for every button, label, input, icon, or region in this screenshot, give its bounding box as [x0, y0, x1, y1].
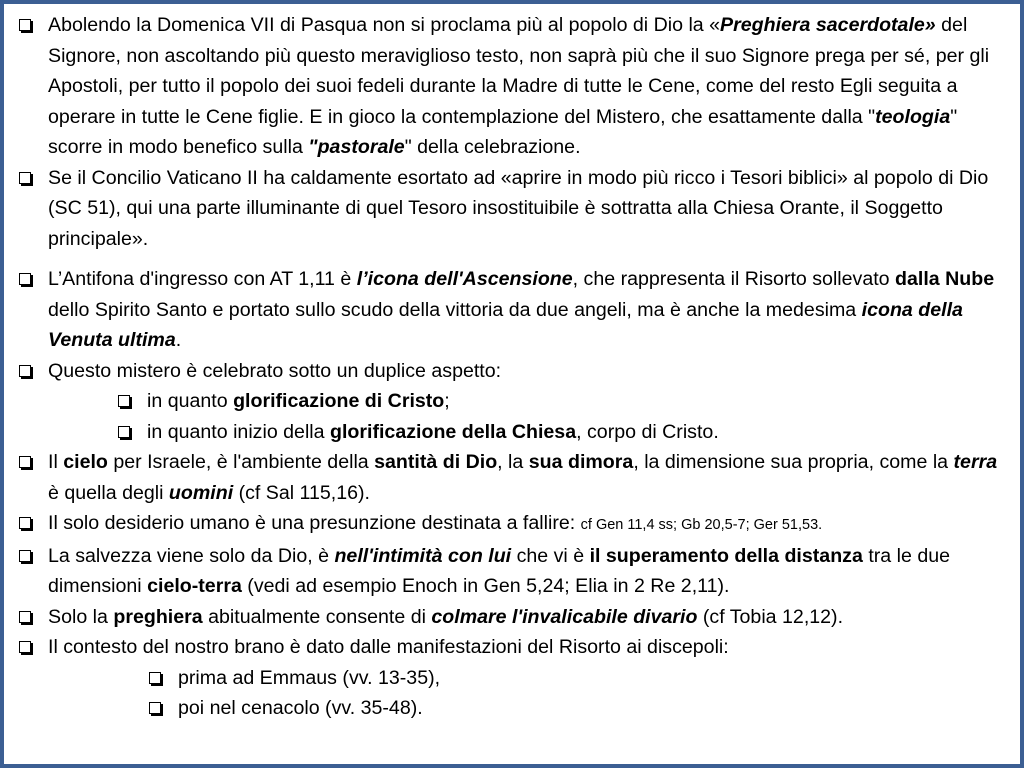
bullet-item-desiderio-umano: [14, 508, 1012, 541]
checkbox-bullet-icon: [19, 365, 31, 377]
text: che vi è: [511, 544, 590, 567]
bold-text: preghiera: [113, 605, 203, 628]
text: (vedi ad esempio Enoch in Gen 5,24; Elia in 2 Re 2,11).: [241, 575, 730, 597]
sub-bullet-cenacolo: [14, 693, 1012, 724]
text: Solo la: [48, 605, 114, 628]
bold-text: cielo-terra: [147, 575, 242, 597]
checkbox-bullet-icon: [19, 611, 31, 623]
bullet-item-duplice-aspetto: [14, 356, 1012, 387]
emphasis: uomini: [168, 481, 234, 504]
text: La salvezza viene solo da Dio, è: [48, 544, 335, 567]
text: ;: [444, 390, 450, 412]
text: è quella degli: [48, 481, 169, 504]
text: , la dimensione sua propria, come la: [633, 451, 954, 473]
bold-text: glorificazione della Chiesa: [330, 420, 577, 443]
bullet-item-preghiera: [14, 602, 1012, 633]
text: dello Spirito Santo e portato sullo scudo della vittoria da due angeli, ma è anche la medesima: [48, 298, 862, 321]
checkbox-bullet-icon: [118, 395, 130, 407]
bullet-item-preghiera-sacerdotale: [14, 10, 1012, 163]
text: Abolendo la Domenica VII di Pasqua non si proclama più al popolo di Dio la «: [48, 14, 721, 36]
emphasis: teologia: [875, 105, 951, 128]
checkbox-bullet-icon: [19, 517, 31, 529]
text: .: [175, 329, 182, 351]
text: Il contesto del nostro brano è dato dalle manifestazioni del Risorto ai discepoli:: [48, 636, 729, 658]
bold-text: sua dimora: [528, 451, 634, 473]
text: Il solo desiderio umano è una presunzione destinata a fallire:: [48, 512, 581, 534]
emphasis: "pastorale: [308, 136, 405, 158]
text: " della celebrazione.: [404, 136, 581, 158]
checkbox-bullet-icon: [118, 426, 130, 438]
text: prima ad Emmaus (vv. 13-35),: [178, 666, 441, 689]
bullet-item-contesto: [14, 632, 1012, 663]
text: " scorre in modo benefico sulla: [48, 105, 958, 158]
text: L’Antifona d'ingresso con AT 1,11 è: [48, 268, 357, 290]
sub-bullet-emmaus: [14, 663, 1012, 694]
bullet-item-concilio: [14, 163, 1012, 255]
reference-text: cf Gen 11,4 ss; Gb 20,5-7; Ger 51,53.: [580, 517, 823, 533]
bullet-item-salvezza: [14, 541, 1012, 602]
emphasis: icona della Venuta ultima: [48, 298, 963, 351]
checkbox-bullet-icon: [149, 702, 161, 714]
checkbox-bullet-icon: [19, 273, 31, 285]
emphasis: l’icona dell'Ascensione: [356, 268, 573, 290]
bullet-item-cielo: [14, 447, 1012, 508]
emphasis: colmare l'invalicabile divario: [431, 605, 698, 628]
emphasis: nell'intimità con lui: [334, 544, 512, 567]
sub-bullet-glorificazione-chiesa: [14, 417, 1012, 448]
bold-text: glorificazione di Cristo: [233, 390, 445, 412]
text: del Signore, non ascoltando più questo meraviglioso testo, non saprà più che il suo Signore prega per sé, per gli Apostoli, per tutto il popolo dei suoi fedeli durante la Madre di tutte le Cene, come del resto Egli seguita a operare in tutte le Cene figlie. E in gioco la contemplazione del Mistero, che esattamente dalla ": [48, 14, 990, 128]
text: (cf Sal 115,16).: [233, 481, 370, 504]
text: Questo mistero è celebrato sotto un duplice aspetto:: [48, 359, 502, 382]
text: per Israele, è l'ambiente della: [107, 451, 375, 473]
bullet-item-antifona: [14, 264, 1012, 356]
checkbox-bullet-icon: [19, 550, 31, 562]
bullet-list: [14, 10, 1012, 724]
text: Il: [48, 451, 64, 473]
checkbox-bullet-icon: [19, 641, 31, 653]
text: in quanto inizio della: [147, 420, 331, 443]
text: , la: [497, 451, 529, 473]
sub-bullet-glorificazione-cristo: [14, 386, 1012, 417]
text: , corpo di Cristo.: [576, 420, 719, 443]
text: Se il Concilio Vaticano II ha caldamente esortato ad «aprire in modo più ricco i Tesori biblici» al popolo di Dio (SC 51), qui una parte illuminante di quel Tesoro insostituibile è sottratta alla Chiesa Orante, il Soggetto principale».: [48, 166, 989, 250]
text: abitualmente consente di: [202, 605, 432, 628]
bold-text: santità di Dio: [374, 451, 498, 473]
bold-text: il superamento della distanza: [589, 544, 863, 567]
checkbox-bullet-icon: [149, 672, 161, 684]
checkbox-bullet-icon: [19, 19, 31, 31]
text: , che rappresenta il Risorto sollevato: [572, 268, 896, 290]
emphasis: Preghiera sacerdotale»: [720, 14, 936, 36]
emphasis: terra: [953, 451, 998, 473]
text: (cf Tobia 12,12).: [697, 605, 844, 628]
text: tra le due dimensioni: [48, 544, 951, 597]
text: in quanto: [147, 390, 234, 412]
text: poi nel cenacolo (vv. 35-48).: [178, 697, 423, 719]
checkbox-bullet-icon: [19, 172, 31, 184]
checkbox-bullet-icon: [19, 456, 31, 468]
bold-text: dalla Nube: [895, 268, 995, 290]
bold-text: cielo: [63, 451, 108, 473]
